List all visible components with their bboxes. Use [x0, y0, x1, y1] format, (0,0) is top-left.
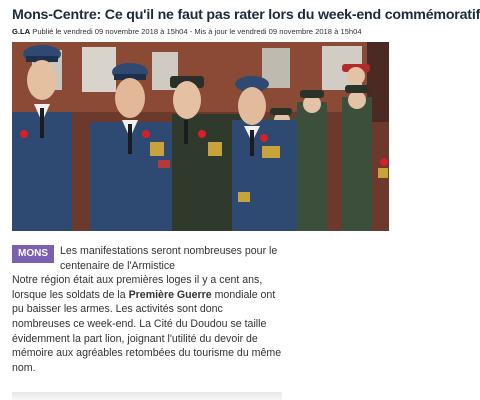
meta-separator: -: [187, 27, 195, 36]
article-photo[interactable]: [12, 42, 389, 231]
content-fade: [12, 392, 282, 400]
article-title[interactable]: Mons-Centre: Ce qu'il ne faut pas rater lors du week-end commémoratif: [12, 7, 480, 23]
lead-text: Les manifestations seront nombreuses pour le centenaire de l'Armistice: [60, 245, 278, 272]
article-lead: [12, 244, 284, 273]
paragraph-bold: Première Guerre: [128, 288, 212, 301]
paragraph-text-2: mondiale ont pu baisser les armes. Les activités sont donc nombreuses ce week-end. La Cité du Doudou se taille évidemment la part lion, joignant l'utilité du devoir de mémoire aux agréables retombées du tourisme du même nom.: [12, 288, 282, 374]
author-source[interactable]: G.LA: [12, 27, 31, 36]
category-badge[interactable]: MONS: [12, 245, 54, 263]
article-body: [12, 244, 284, 375]
article-meta: [12, 27, 392, 37]
paragraph-text-1: Notre région était aux premières loges il y a cent ans, lorsque les soldats de la: [12, 274, 263, 301]
published-date: Publié le vendredi 09 novembre 2018 à 15h04: [32, 27, 188, 36]
article-paragraph: [12, 273, 284, 375]
updated-date: Mis à jour le vendredi 09 novembre 2018 à 15h04: [194, 27, 362, 36]
